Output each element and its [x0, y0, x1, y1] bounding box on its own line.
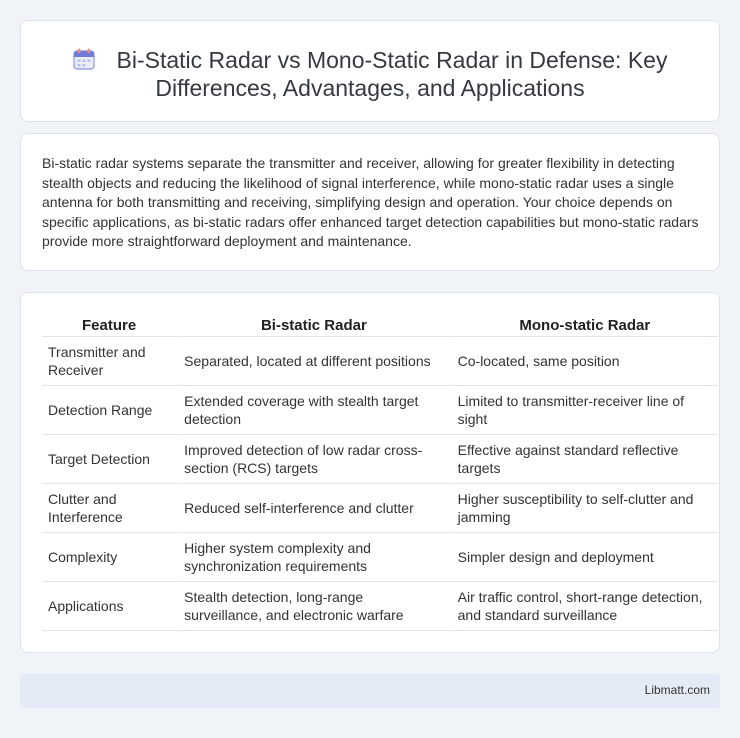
table-row [42, 582, 718, 631]
table-row [42, 386, 718, 435]
feature-cell: Detection Range [42, 386, 176, 435]
page-title-text: Bi-Static Radar vs Mono-Static Radar in Defense: Key Differences, Advantages, and Applications [116, 47, 668, 101]
bistatic-cell: Reduced self-interference and clutter [176, 484, 449, 533]
feature-cell: Complexity [42, 533, 176, 582]
monostatic-cell: Simpler design and deployment [450, 533, 718, 582]
bistatic-cell: Extended coverage with stealth target detection [176, 386, 449, 435]
table-row [42, 337, 718, 386]
comparison-table [42, 315, 718, 631]
header-monostatic: Mono-static Radar [450, 315, 718, 337]
table-row [42, 533, 718, 582]
table-header-row [42, 315, 718, 337]
page-title [73, 47, 668, 101]
feature-cell: Target Detection [42, 435, 176, 484]
bistatic-cell: Stealth detection, long-range surveillance, and electronic warfare [176, 582, 449, 631]
table-row [42, 484, 718, 533]
header-feature: Feature [42, 315, 176, 337]
footer-bar [20, 674, 720, 708]
table-row [42, 435, 718, 484]
calendar-icon [73, 48, 95, 70]
intro-paragraph: Bi-static radar systems separate the transmitter and receiver, allowing for greater flexibility in detecting stealth objects and reducing the likelihood of signal interference, while mono-static radar uses a single antenna for both transmitting and receiving, simplifying design and operation. Your choice depends on specific applications, as bi-static radars offer enhanced target detection capabilities but mono-static radars provide more straightforward deployment and maintenance. [42, 155, 699, 249]
title-wrap [21, 46, 719, 102]
bistatic-cell: Improved detection of low radar cross-section (RCS) targets [176, 435, 449, 484]
bistatic-cell: Separated, located at different positions [176, 337, 449, 386]
monostatic-cell: Higher susceptibility to self-clutter and jamming [450, 484, 718, 533]
monostatic-cell: Limited to transmitter-receiver line of sight [450, 386, 718, 435]
monostatic-cell: Co-located, same position [450, 337, 718, 386]
title-card [20, 20, 720, 122]
header-bistatic: Bi-static Radar [176, 315, 449, 337]
feature-cell: Clutter and Interference [42, 484, 176, 533]
feature-cell: Transmitter and Receiver [42, 337, 176, 386]
bistatic-cell: Higher system complexity and synchronization requirements [176, 533, 449, 582]
footer-brand[interactable]: Libmatt.com [644, 683, 710, 697]
intro-card [20, 133, 720, 271]
feature-cell: Applications [42, 582, 176, 631]
monostatic-cell: Effective against standard reflective targets [450, 435, 718, 484]
comparison-card [20, 292, 720, 653]
monostatic-cell: Air traffic control, short-range detection, and standard surveillance [450, 582, 718, 631]
